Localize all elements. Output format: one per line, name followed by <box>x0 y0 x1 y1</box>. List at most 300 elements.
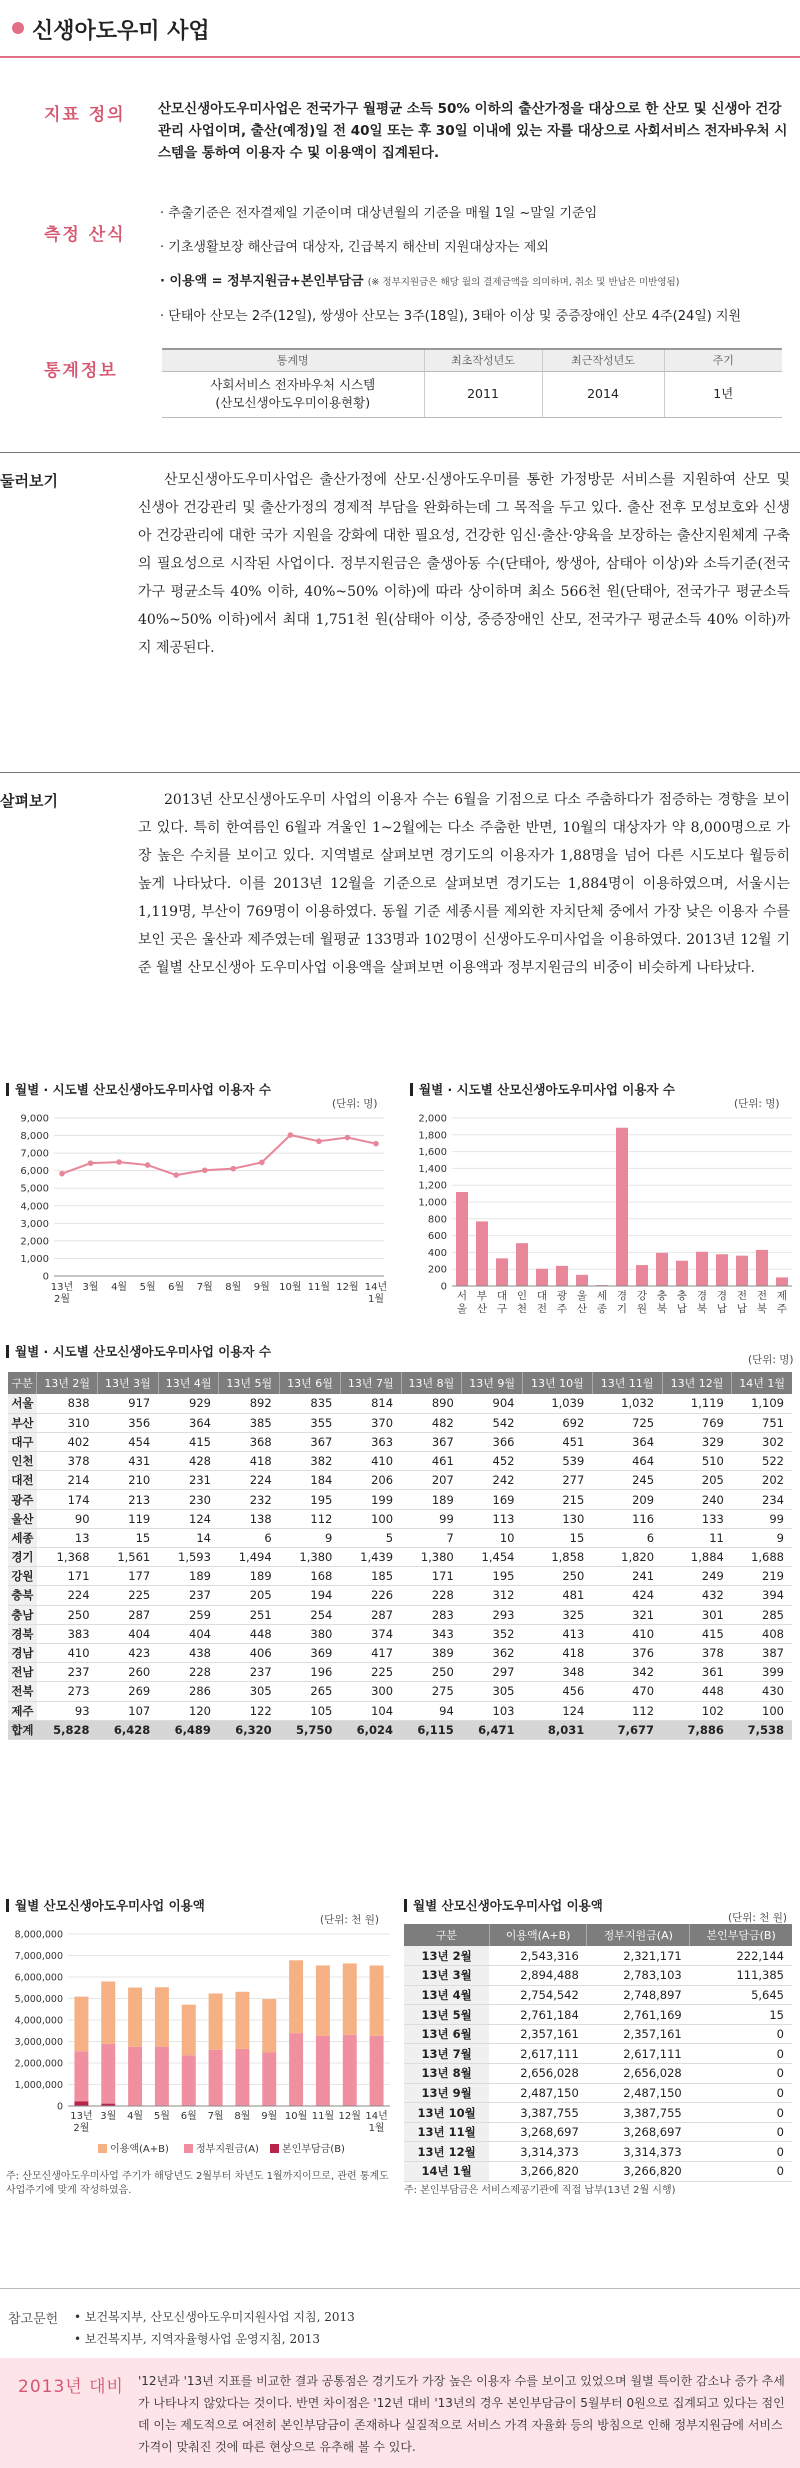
line-chart-title-text: 월별 · 시도별 산모신생아도우미사업 이용자 수 <box>15 1082 271 1097</box>
table-cell: 5,645 <box>690 1985 792 2005</box>
table-cell: 2,617,111 <box>587 2044 690 2064</box>
table-cell: 751 <box>732 1413 792 1432</box>
y-tick-label: 4,000 <box>20 1201 49 1213</box>
table-cell: 3,387,755 <box>489 2103 586 2123</box>
title-marker <box>6 1345 9 1358</box>
title-rule <box>0 56 800 58</box>
column-header: 13년 5월 <box>219 1372 280 1394</box>
table-cell: 464 <box>592 1452 662 1471</box>
table-cell: 225 <box>340 1663 401 1682</box>
title-marker <box>404 1899 407 1912</box>
table-cell: 102 <box>662 1701 732 1720</box>
table-cell: 7,538 <box>732 1720 792 1739</box>
y-tick-label: 2,000 <box>20 1236 49 1248</box>
table-cell: 219 <box>732 1567 792 1586</box>
table-cell: 0 <box>690 2103 792 2123</box>
table-cell: 448 <box>219 1624 280 1643</box>
table-cell: 417 <box>340 1643 401 1662</box>
x-tick-label: 경 <box>616 1290 628 1302</box>
table-cell: 234 <box>732 1490 792 1509</box>
table-cell: 250 <box>37 1605 98 1624</box>
table-cell: 189 <box>219 1567 280 1586</box>
table-cell: 2,761,169 <box>587 2005 690 2025</box>
x-tick-label: 7월 <box>207 2111 224 2122</box>
x-tick-label: 대 <box>496 1290 508 1302</box>
table-cell: 240 <box>662 1490 732 1509</box>
table-cell: 230 <box>158 1490 219 1509</box>
measurement-item: · 추출기준은 전자결제일 기준이며 대상년월의 기준을 매월 1일 ~말일 기준임 <box>160 206 598 221</box>
table-cell: 199 <box>340 1490 401 1509</box>
definition-text: 산모신생아도우미사업은 전국가구 월평균 소득 50% 이하의 출산가정을 대상으로 한 산모 및 신생아 건강관리 사업이며, 출산(예정)일 전 40일 또는 후 30일 이내에 있는 자를 대상으로 사회서비스 전자바우처 시스템을 통하여 이용자 수 및 이용액이 집계된다. <box>158 101 788 161</box>
table-cell: 205 <box>662 1471 732 1490</box>
column-header: 13년 4월 <box>158 1372 219 1394</box>
x-tick-label: 전 <box>736 1290 748 1302</box>
column-header: 13년 3월 <box>98 1372 159 1394</box>
x-tick-label: 남 <box>736 1303 748 1315</box>
table-cell: 451 <box>522 1432 592 1451</box>
table-cell: 5,828 <box>37 1720 98 1739</box>
table-cell: 112 <box>592 1701 662 1720</box>
table-cell: 254 <box>280 1605 341 1624</box>
table-cell: 273 <box>37 1682 98 1701</box>
row-label: 13년 12월 <box>404 2142 489 2162</box>
x-tick-label: 부 <box>476 1290 488 1302</box>
y-tick-label: 6,000,000 <box>14 1972 63 1984</box>
x-tick-label: 원 <box>636 1303 648 1315</box>
y-tick-label: 1,000 <box>20 1253 49 1265</box>
bar-segment <box>182 2005 196 2056</box>
table-cell: 133 <box>662 1509 732 1528</box>
amount-table-unit: (단위: 천 원) <box>728 1912 787 1924</box>
table-cell: 418 <box>522 1643 592 1662</box>
table-cell: 374 <box>340 1624 401 1643</box>
table-row <box>404 1966 792 1986</box>
bar-segment <box>316 2036 330 2106</box>
table-cell: 259 <box>158 1605 219 1624</box>
table-cell: 366 <box>462 1432 523 1451</box>
y-tick-label: 200 <box>427 1264 447 1276</box>
x-tick-label: 남 <box>676 1303 688 1315</box>
table-cell: 835 <box>280 1394 341 1413</box>
table-cell: 892 <box>219 1394 280 1413</box>
table-cell: 0 <box>690 2083 792 2103</box>
row-label: 경북 <box>8 1624 37 1643</box>
stat-header: 최근작성년도 <box>542 349 664 371</box>
reference-item: • 보건복지부, 지역자율형사업 운영지침, 2013 <box>74 2332 320 2346</box>
table-cell: 7 <box>401 1528 462 1547</box>
y-tick-label: 6,000 <box>20 1166 49 1178</box>
table-cell: 120 <box>158 1701 219 1720</box>
table-cell: 461 <box>401 1452 462 1471</box>
table-cell: 1,368 <box>37 1548 98 1567</box>
row-label: 광주 <box>8 1490 37 1509</box>
table-cell: 1,593 <box>158 1548 219 1567</box>
x-tick-label: 13년 <box>70 2111 93 2122</box>
column-header: 13년 9월 <box>462 1372 523 1394</box>
table-cell: 1,561 <box>98 1548 159 1567</box>
column-header: 13년 2월 <box>37 1372 98 1394</box>
table-cell: 105 <box>280 1701 341 1720</box>
table-cell: 3,268,697 <box>587 2122 690 2142</box>
y-tick-label: 9,000 <box>20 1113 49 1125</box>
table-cell: 210 <box>98 1471 159 1490</box>
y-tick-label: 0 <box>56 2101 63 2113</box>
x-tick-label: 서 <box>456 1290 468 1302</box>
table-cell: 1,494 <box>219 1548 280 1567</box>
table-cell: 185 <box>340 1567 401 1586</box>
table-cell: 3,314,373 <box>489 2142 586 2162</box>
legend-swatch <box>270 2144 279 2153</box>
bar-segment <box>101 2044 115 2104</box>
table-cell: 364 <box>158 1413 219 1432</box>
data-point <box>59 1171 65 1177</box>
table-cell: 195 <box>280 1490 341 1509</box>
x-tick-label: 세 <box>596 1290 608 1302</box>
x-tick-label: 전 <box>536 1303 548 1315</box>
table-cell: 104 <box>340 1701 401 1720</box>
region-table <box>8 1372 792 1740</box>
bar-segment <box>74 2101 88 2106</box>
row-label: 경기 <box>8 1548 37 1567</box>
table-cell: 195 <box>462 1567 523 1586</box>
y-tick-label: 5,000 <box>20 1183 49 1195</box>
table-cell: 3,268,697 <box>489 2122 586 2142</box>
table-cell: 522 <box>732 1452 792 1471</box>
y-tick-label: 1,000,000 <box>14 2080 63 2091</box>
table-cell: 3,266,820 <box>489 2162 586 2182</box>
table-cell: 355 <box>280 1413 341 1432</box>
measurement-item-note: (※ 정부지원금은 해당 월의 결제금액을 의미하며, 취소 및 반납은 미반영됨) <box>367 277 680 288</box>
table-cell: 90 <box>37 1509 98 1528</box>
x-tick-label: 광 <box>556 1290 568 1302</box>
bar-segment <box>101 1982 115 2044</box>
table-cell: 539 <box>522 1452 592 1471</box>
title-marker <box>410 1083 413 1096</box>
y-tick-label: 8,000,000 <box>14 1929 63 1941</box>
table-cell: 116 <box>592 1509 662 1528</box>
legend-label: 이용액(A+B) <box>110 2144 169 2155</box>
table-cell: 692 <box>522 1413 592 1432</box>
row-label: 대구 <box>8 1432 37 1451</box>
row-label: 13년 6월 <box>404 2024 489 2044</box>
column-header: 13년 6월 <box>280 1372 341 1394</box>
comparison-box <box>0 2358 800 2468</box>
table-cell: 286 <box>158 1682 219 1701</box>
table-cell: 206 <box>340 1471 401 1490</box>
table-cell: 2,894,488 <box>489 1966 586 1986</box>
table-cell: 100 <box>340 1509 401 1528</box>
table-cell: 342 <box>592 1663 662 1682</box>
bar <box>496 1258 508 1286</box>
x-tick-label: 북 <box>756 1303 768 1315</box>
y-tick-label: 3,000 <box>20 1218 49 1230</box>
bar-segment <box>155 2047 169 2106</box>
table-cell: 237 <box>37 1663 98 1682</box>
table-cell: 0 <box>690 2122 792 2142</box>
references-list <box>74 2306 355 2350</box>
table-cell: 404 <box>98 1624 159 1643</box>
table-cell: 0 <box>690 2064 792 2084</box>
row-label: 합계 <box>8 1720 37 1739</box>
x-tick-label: 10월 <box>284 2111 308 2122</box>
table-cell: 428 <box>158 1452 219 1471</box>
table-cell: 814 <box>340 1394 401 1413</box>
table-cell: 283 <box>401 1605 462 1624</box>
table-cell: 413 <box>522 1624 592 1643</box>
table-row <box>404 1946 792 1966</box>
table-cell: 6,428 <box>98 1720 159 1739</box>
amount-bar-chart <box>2 1926 396 2164</box>
data-point <box>145 1162 151 1168</box>
bar-segment <box>235 1992 249 2049</box>
table-cell: 113 <box>462 1509 523 1528</box>
stat-cycle: 1년 <box>664 371 782 417</box>
table-cell: 2,487,150 <box>587 2083 690 2103</box>
y-tick-label: 7,000,000 <box>14 1951 63 1962</box>
table-cell: 122 <box>219 1701 280 1720</box>
x-tick-label: 기 <box>616 1303 628 1315</box>
table-cell: 15 <box>522 1528 592 1547</box>
x-tick-label: 산 <box>476 1303 488 1315</box>
row-label: 강원 <box>8 1567 37 1586</box>
title-marker <box>6 1899 9 1912</box>
table-row <box>8 1548 792 1567</box>
bar <box>756 1250 768 1286</box>
table-cell: 0 <box>690 2024 792 2044</box>
bar <box>556 1266 568 1286</box>
x-tick-label: 천 <box>516 1303 528 1315</box>
table-cell: 1,380 <box>401 1548 462 1567</box>
table-cell: 3,314,373 <box>587 2142 690 2162</box>
row-label: 13년 3월 <box>404 1966 489 1986</box>
table-cell: 5 <box>340 1528 401 1547</box>
table-cell: 14 <box>158 1528 219 1547</box>
bar-segment <box>128 1988 142 2047</box>
table-cell: 904 <box>462 1394 523 1413</box>
legend-swatch <box>184 2144 193 2153</box>
table-cell: 231 <box>158 1471 219 1490</box>
column-header: 13년 12월 <box>662 1372 732 1394</box>
region-table-title-text: 월별 · 시도별 산모신생아도우미사업 이용자 수 <box>15 1344 271 1359</box>
table-row <box>8 1394 792 1413</box>
table-cell: 399 <box>732 1663 792 1682</box>
left-note: 주: 산모신생아도우미사업 주기가 해당년도 2월부터 차년도 1월까지이므로, 관련 통계도 사업주기에 맞게 작성하였음. <box>6 2171 389 2196</box>
table-row <box>8 1663 792 1682</box>
table-cell: 15 <box>690 2005 792 2025</box>
table-cell: 348 <box>522 1663 592 1682</box>
table-cell: 305 <box>462 1682 523 1701</box>
stat-name <box>162 371 424 417</box>
table-cell: 2,656,028 <box>587 2064 690 2084</box>
title-bullet-icon <box>12 22 24 34</box>
table-cell: 2,543,316 <box>489 1946 586 1966</box>
row-label: 전북 <box>8 1682 37 1701</box>
table-cell: 6 <box>592 1528 662 1547</box>
title-bar <box>0 0 800 58</box>
table-cell: 300 <box>340 1682 401 1701</box>
total-row <box>8 1720 792 1739</box>
table-cell: 124 <box>158 1509 219 1528</box>
x-tick-label: 남 <box>716 1303 728 1315</box>
table-cell: 222,144 <box>690 1946 792 1966</box>
y-tick-label: 0 <box>440 1281 447 1293</box>
row-label: 인천 <box>8 1452 37 1471</box>
table-cell: 224 <box>37 1586 98 1605</box>
table-cell: 2,656,028 <box>489 2064 586 2084</box>
overview-text: 산모신생아도우미사업은 출산가정에 산모·신생아도우미를 통한 가정방문 서비스를 지원하여 산모 및 신생아 건강관리 및 출산가정의 경제적 부담을 완화하는데 그 목적을 두고 있다. 출산 전후 모성보호와 신생아 건강관리에 대한 국가 지원을 강화에 대한 필요성, 건강한 임신·출산·양육을 보장하는 출산지원체계 구축의 필요성으로 시작된 사업이다. 정부지원금은 출생아동 수(단태아, 쌍생아, 삼태아 이상)와 소득기준(전국가구 평균소득 40% 이하, 40%~50% 이하)에 따라 상이하며 최소 566천 원(단태아, 전국가구 평균소득 40%~50% 이하)에서 최대 1,751천 원(삼태아 이상, 중증장애인 산모, 전국가구 평균소득 40% 이하)까지 제공된다. <box>138 472 790 656</box>
table-cell: 5,750 <box>280 1720 341 1739</box>
table-cell: 380 <box>280 1624 341 1643</box>
table-cell: 213 <box>98 1490 159 1509</box>
x-tick-label: 7월 <box>196 1282 213 1293</box>
stat-name-line: 사회서비스 전자바우처 시스템 <box>210 377 376 392</box>
data-point <box>116 1159 122 1165</box>
table-row <box>8 1605 792 1624</box>
column-header: 정부지원금(A) <box>587 1924 690 1946</box>
table-cell: 404 <box>158 1624 219 1643</box>
table-cell: 3,387,755 <box>587 2103 690 2123</box>
table-cell: 1,858 <box>522 1548 592 1567</box>
table-cell: 2,761,184 <box>489 2005 586 2025</box>
table-cell: 15 <box>98 1528 159 1547</box>
table-cell: 3,266,820 <box>587 2162 690 2182</box>
data-point <box>316 1138 322 1144</box>
stat-header: 주기 <box>664 349 782 371</box>
x-tick-label: 경 <box>696 1290 708 1302</box>
column-header: 본인부담금(B) <box>690 1924 792 1946</box>
table-cell: 237 <box>158 1586 219 1605</box>
table-cell: 438 <box>158 1643 219 1662</box>
x-tick-label: 6월 <box>180 2111 197 2122</box>
bar-segment <box>209 2050 223 2106</box>
measurement-list <box>160 204 790 341</box>
table-cell: 169 <box>462 1490 523 1509</box>
table-cell: 389 <box>401 1643 462 1662</box>
bar-segment <box>262 2053 276 2106</box>
table-cell: 1,109 <box>732 1394 792 1413</box>
table-cell: 394 <box>732 1586 792 1605</box>
reference-item: • 보건복지부, 산모신생아도우미지원사업 지침, 2013 <box>74 2310 355 2324</box>
x-tick-label: 11월 <box>311 2111 335 2122</box>
table-cell: 1,439 <box>340 1548 401 1567</box>
table-cell: 482 <box>401 1413 462 1432</box>
bar <box>716 1254 728 1286</box>
column-header: 13년 8월 <box>401 1372 462 1394</box>
x-tick-label: 5월 <box>139 1282 156 1293</box>
bar-segment <box>316 1965 330 2035</box>
row-label: 대전 <box>8 1471 37 1490</box>
stat-recent-year: 2014 <box>542 371 664 417</box>
y-tick-label: 2,000 <box>418 1113 447 1125</box>
overview-label: 둘러보기 <box>0 472 58 490</box>
row-label: 13년 9월 <box>404 2083 489 2103</box>
table-cell: 383 <box>37 1624 98 1643</box>
table-cell: 1,380 <box>280 1548 341 1567</box>
table-cell: 312 <box>462 1586 523 1605</box>
bar-segment <box>209 1993 223 2049</box>
y-tick-label: 1,400 <box>418 1163 447 1175</box>
y-tick-label: 1,600 <box>418 1147 447 1159</box>
measurement-label: 측정 산식 <box>44 225 126 245</box>
y-tick-label: 8,000 <box>20 1131 49 1143</box>
row-label: 14년 1월 <box>404 2162 489 2182</box>
bar-segment <box>289 1960 303 2033</box>
x-tick-label: 11월 <box>307 1282 331 1293</box>
right-note: 주: 본인부담금은 서비스제공기관에 직접 납부(13년 2월 시행) <box>404 2185 676 2196</box>
x-tick-label: 대 <box>536 1290 548 1302</box>
table-row <box>8 1509 792 1528</box>
amount-chart-title-text: 월별 산모신생아도우미사업 이용액 <box>15 1898 205 1913</box>
table-cell: 277 <box>522 1471 592 1490</box>
table-cell: 1,820 <box>592 1548 662 1567</box>
table-row <box>404 2024 792 2044</box>
table-cell: 418 <box>219 1452 280 1471</box>
table-cell: 7,886 <box>662 1720 732 1739</box>
legend-label: 본인부담금(B) <box>282 2144 345 2155</box>
table-row <box>404 2122 792 2142</box>
table-row <box>8 1413 792 1432</box>
x-tick-label: 5월 <box>153 2111 170 2122</box>
y-tick-label: 0 <box>42 1271 49 1283</box>
table-cell: 2,783,103 <box>587 1966 690 1986</box>
comparison-text: '12년과 '13년 지표를 비교한 결과 공통점은 경기도가 가장 높은 이용자 수를 보이고 있었으며 월별 특이한 감소나 증가 추세가 나타나지 않았다는 것이다. 반면 차이점은 '12년 대비 '13년의 경우 본인부담금이 5월부터 0원으로 집계되고 있다는 점인데 이는 제도적으로 여전히 본인부담금이 존재하나 실질적으로 서비스 가격 자율화 등의 방침으로 인해 정부지원금에 서비스 가격이 맞춰진 것에 따른 현상으로 유추해 볼 수 있다. <box>138 2374 785 2454</box>
region-table-unit: (단위: 명) <box>748 1354 794 1366</box>
table-cell: 369 <box>280 1643 341 1662</box>
table-cell: 352 <box>462 1624 523 1643</box>
table-cell: 1,688 <box>732 1548 792 1567</box>
x-tick-label: 인 <box>516 1290 528 1302</box>
x-tick-label: 8월 <box>234 2111 251 2122</box>
column-header: 이용액(A+B) <box>489 1924 586 1946</box>
row-label: 13년 10월 <box>404 2103 489 2123</box>
table-cell: 454 <box>98 1432 159 1451</box>
x-tick-label: 6월 <box>168 1282 185 1293</box>
x-tick-label: 전 <box>756 1290 768 1302</box>
table-cell: 174 <box>37 1490 98 1509</box>
table-row <box>404 2103 792 2123</box>
table-cell: 11 <box>662 1528 732 1547</box>
data-point <box>345 1135 351 1141</box>
table-cell: 410 <box>340 1452 401 1471</box>
row-label: 13년 8월 <box>404 2064 489 2084</box>
table-cell: 481 <box>522 1586 592 1605</box>
table-cell: 194 <box>280 1586 341 1605</box>
table-cell: 470 <box>592 1682 662 1701</box>
table-cell: 929 <box>158 1394 219 1413</box>
x-tick-label: 주 <box>776 1303 788 1315</box>
table-cell: 250 <box>401 1663 462 1682</box>
table-cell: 415 <box>158 1432 219 1451</box>
table-cell: 103 <box>462 1701 523 1720</box>
x-tick-label: 10월 <box>279 1282 302 1293</box>
table-cell: 368 <box>219 1432 280 1451</box>
table-row <box>8 1528 792 1547</box>
table-cell: 107 <box>98 1701 159 1720</box>
table-row <box>404 2044 792 2064</box>
table-cell: 196 <box>280 1663 341 1682</box>
table-cell: 431 <box>98 1452 159 1471</box>
table-cell: 9 <box>732 1528 792 1547</box>
table-cell: 93 <box>37 1701 98 1720</box>
table-cell: 205 <box>219 1586 280 1605</box>
table-row <box>8 1701 792 1720</box>
y-tick-label: 4,000,000 <box>14 2015 63 2027</box>
table-cell: 410 <box>37 1643 98 1662</box>
table-cell: 542 <box>462 1413 523 1432</box>
table-cell: 448 <box>662 1682 732 1701</box>
comparison-label: 2013년 대비 <box>18 2377 124 2397</box>
bar <box>656 1253 668 1286</box>
